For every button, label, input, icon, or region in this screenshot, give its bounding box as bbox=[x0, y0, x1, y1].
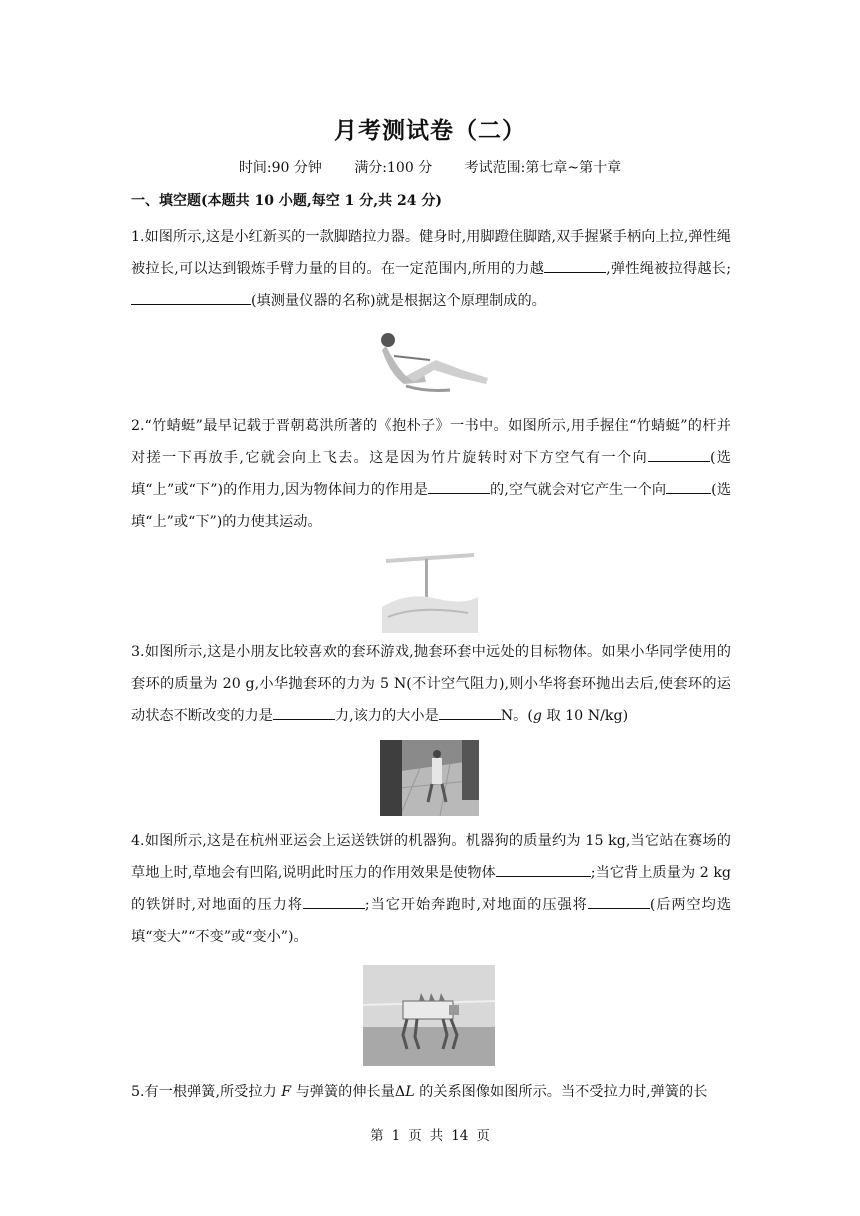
answer-blank bbox=[303, 892, 365, 909]
exam-time: 时间:90 分钟 bbox=[238, 160, 322, 176]
q2-text-2: (选填“上”或“下”)的作用力,因为物体间力的作用是 bbox=[131, 450, 731, 498]
q4-text-1: 4.如图所示,这是在杭州亚运会上运送铁饼的机器狗。机器狗的质量约为 15 kg,当它站在赛场的草地上时,草地会有凹陷,说明此时压力的作用效果是使物体 bbox=[131, 833, 731, 881]
figure-bamboo-dragonfly bbox=[378, 547, 482, 633]
q5-symbol-f: F bbox=[281, 1084, 292, 1100]
answer-blank bbox=[544, 256, 606, 273]
figure-pull-exerciser bbox=[366, 326, 494, 402]
q3-text-2: 力,该力的大小是 bbox=[334, 708, 439, 724]
q5-symbol-l: L bbox=[405, 1084, 415, 1100]
total-pages: 14 bbox=[451, 1128, 469, 1144]
q4-text-4: (后两空均选填“变大”“不变”或“变小”)。 bbox=[131, 897, 732, 945]
q4-text-2: ;当它背上质量为 2 kg 的铁饼时,对地面的压力将 bbox=[131, 865, 731, 913]
q3-text-4: 取 10 N/kg) bbox=[541, 708, 629, 724]
exam-info bbox=[0, 157, 860, 177]
q5-text-1: 5.有一根弹簧,所受拉力 bbox=[131, 1084, 282, 1100]
q2-text-1: 2.“竹蜻蜓”最早记载于晋朝葛洪所著的《抱朴子》一书中。如图所示,用手握住“竹蜻蜓”的杆并对搓一下再放手,它就会向上飞去。这是因为竹片旋转时对下方空气有一个向 bbox=[131, 418, 731, 466]
question-5 bbox=[131, 1076, 731, 1108]
q1-text-3: (填测量仪器的名称)就是根据这个原理制成的。 bbox=[251, 293, 546, 309]
q1-text-2: ,弹性绳被拉得越长; bbox=[606, 261, 731, 277]
q1-text-1: 1.如图所示,这是小红新买的一款脚踏拉力器。健身时,用脚蹬住脚踏,双手握紧手柄向上拉,弹性绳被拉长,可以达到锻炼手臂力量的目的。在一定范围内,所用的力越 bbox=[131, 229, 731, 277]
q3-text-3: N。( bbox=[500, 708, 533, 724]
q3-text-1: 3.如图所示,这是小朋友比较喜欢的套环游戏,抛套环套中远处的目标物体。如果小华同学使用的套环的质量为 20 g,小华抛套环的力为 5 N(不计空气阻力),则小华将套环抛出去后,使套环的运动状态不断改变的力是 bbox=[131, 644, 731, 724]
question-1 bbox=[131, 221, 731, 317]
q3-symbol-g: g bbox=[532, 708, 542, 724]
answer-blank bbox=[666, 477, 711, 494]
q2-text-4: (选填“上”或“下”)的力使其运动。 bbox=[131, 482, 732, 530]
page-title: 月考测试卷（二） bbox=[334, 117, 526, 144]
answer-blank bbox=[131, 288, 251, 305]
exam-score: 满分:100 分 bbox=[354, 160, 433, 176]
section-heading: 一、填空题(本题共 10 小题,每空 1 分,共 24 分) bbox=[131, 193, 442, 209]
figure-ring-toss bbox=[380, 740, 479, 816]
footer-word: 页 bbox=[476, 1128, 490, 1144]
footer-word: 页 bbox=[408, 1128, 422, 1144]
figure-robot-dog bbox=[363, 965, 495, 1066]
answer-blank bbox=[588, 892, 650, 909]
answer-blank bbox=[496, 860, 591, 877]
question-3 bbox=[131, 636, 731, 732]
footer-word: 第 bbox=[370, 1128, 384, 1144]
q2-text-3: 的,空气就会对它产生一个向 bbox=[489, 482, 667, 498]
question-2 bbox=[131, 410, 731, 538]
q5-text-3: 的关系图像如图所示。当不受拉力时,弹簧的长 bbox=[414, 1084, 708, 1100]
page-number: 1 bbox=[391, 1128, 401, 1144]
page-footer bbox=[0, 1124, 860, 1144]
exam-scope: 考试范围:第七章~第十章 bbox=[464, 160, 622, 176]
answer-blank bbox=[439, 703, 501, 720]
footer-word: 共 bbox=[429, 1128, 444, 1144]
question-4 bbox=[131, 825, 731, 953]
q5-text-2: 与弹簧的伸长量Δ bbox=[291, 1084, 406, 1100]
answer-blank bbox=[648, 445, 710, 462]
q4-text-3: ;当它开始奔跑时,对地面的压强将 bbox=[364, 897, 588, 913]
answer-blank bbox=[273, 703, 335, 720]
answer-blank bbox=[428, 477, 490, 494]
